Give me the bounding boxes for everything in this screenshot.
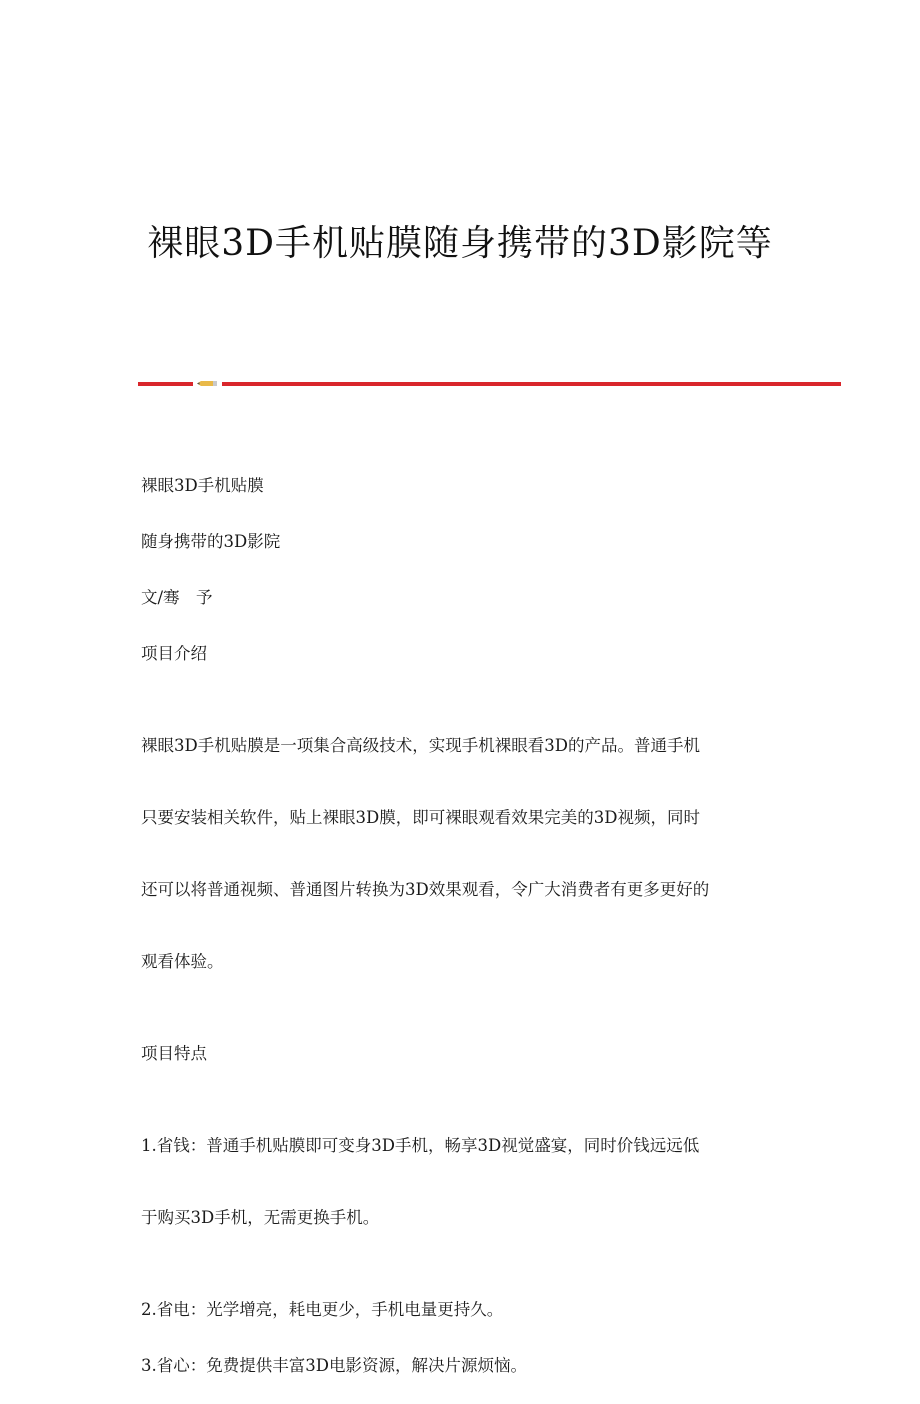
document-title: 裸眼3D手机贴膜随身携带的3D影院等 (147, 223, 773, 264)
intro-line-2: 只要安装相关软件，贴上裸眼3D膜，即可裸眼观看效果完美的3D视频，同时 (141, 808, 700, 827)
feature-1-line-2: 于购买3D手机，无需更换手机。 (141, 1208, 380, 1227)
title-divider (138, 380, 841, 388)
subtitle-line-1: 裸眼3D手机贴膜 (141, 476, 264, 495)
pencil-icon (197, 380, 217, 387)
intro-paragraph (141, 692, 791, 1016)
subtitle-line-2: 随身携带的3D影院 (141, 532, 281, 551)
author-line: 文/骞 予 (141, 588, 213, 607)
feature-item-1 (141, 1092, 791, 1272)
divider-bar-right (222, 382, 841, 386)
section-heading-features: 项目特点 (141, 1044, 207, 1063)
feature-item-3: 3.省心：免费提供丰富3D电影资源，解决片源烦恼。 (141, 1356, 527, 1375)
feature-1-line-1: 1.省钱：普通手机贴膜即可变身3D手机，畅享3D视觉盛宴，同时价钱远远低 (141, 1136, 700, 1155)
intro-line-3: 还可以将普通视频、普通图片转换为3D效果观看，令广大消费者有更多更好的 (141, 880, 710, 899)
section-heading-intro: 项目介绍 (141, 644, 207, 663)
divider-bar-left (138, 382, 193, 386)
intro-line-4: 观看体验。 (141, 952, 224, 971)
feature-item-2: 2.省电：光学增亮，耗电更少，手机电量更持久。 (141, 1300, 504, 1319)
intro-line-1: 裸眼3D手机贴膜是一项集合高级技术，实现手机裸眼看3D的产品。普通手机 (141, 736, 700, 755)
article-body (141, 468, 791, 1404)
